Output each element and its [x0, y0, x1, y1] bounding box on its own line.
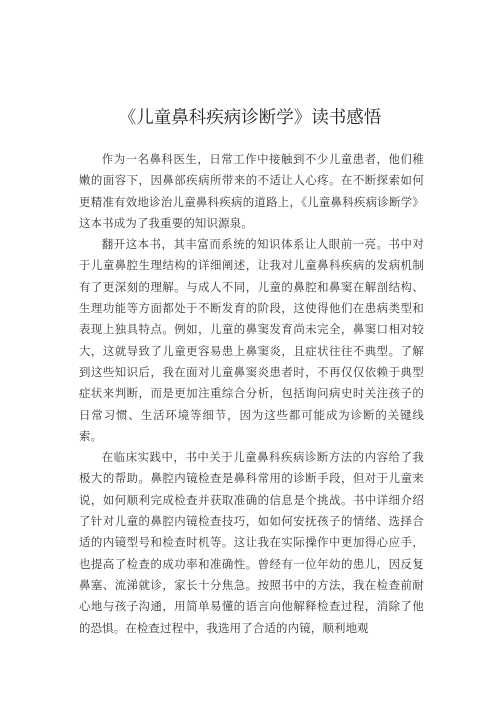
- paragraph-2: 翻开这本书，其丰富而系统的知识体系让人眼前一亮。书中对于儿童鼻腔生理结构的详细阐述，让我对儿童鼻科疾病的发病机制有了更深刻的理解。与成人不同，儿童的鼻腔和鼻窦在解剖结构、生理功能等方面都处于不断发育的阶段，这使得他们在患病类型和表现上独具特点。例如，儿童的鼻窦发育尚未完全，鼻窦口相对较大，这就导致了儿童更容易患上鼻窦炎，且症状往往不典型。了解到这些知识后，我在面对儿童鼻窦炎患者时，不再仅仅依赖于典型症状来判断，而是更加注重综合分析，包括询问病史时关注孩子的日常习惯、生活环境等细节，因为这些都可能成为诊断的关键线索。: [79, 237, 424, 443]
- paragraph-3: 在临床实践中，书中关于儿童鼻科疾病诊断方法的内容给了我极大的帮助。鼻腔内镜检查是鼻科常用的诊断手段，但对于儿童来说，如何顺利完成检查并获取准确的信息是个挑战。书中详细介绍了针对儿童的鼻腔内镜检查技巧，如如何安抚孩子的情绪、选择合适的内镜型号和检查时机等。这让我在实际操作中更加得心应手，也提高了检查的成功率和准确性。曾经有一位年幼的患儿，因反复鼻塞、流涕就诊，家长十分焦急。按照书中的方法，我在检查前耐心地与孩子沟通，用简单易懂的语言向他解释检查过程，消除了他的恐惧。在检查过程中，我选用了合适的内镜，顺利地观: [79, 450, 424, 635]
- paragraph-1: 作为一名鼻科医生，日常工作中接触到不少儿童患者，他们稚嫩的面容下，因鼻部疾病所带来的不适让人心疼。在不断探索如何更精准有效地诊治儿童鼻科疾病的道路上，《儿童鼻科疾病诊断学》这本书成为了我重要的知识源泉。: [79, 152, 424, 230]
- document-body: [79, 149, 424, 639]
- document-title: 《儿童鼻科疾病诊断学》读书感悟: [118, 107, 382, 128]
